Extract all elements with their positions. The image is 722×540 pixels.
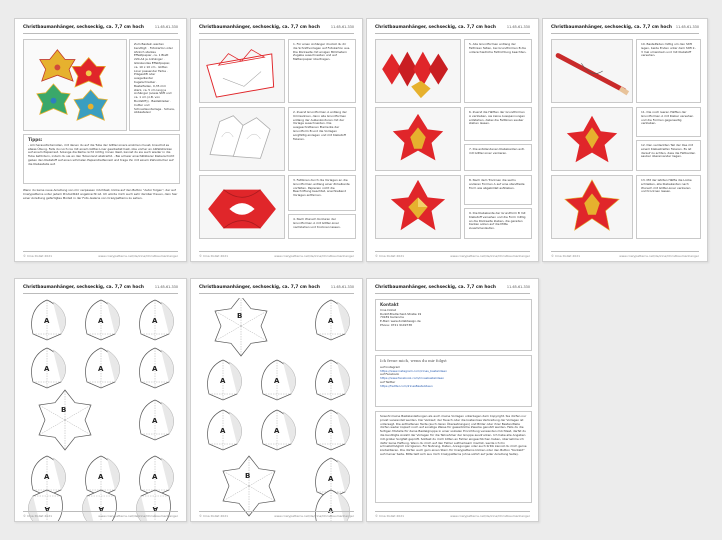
template-piece-a	[208, 360, 242, 400]
step-1-box	[288, 39, 356, 103]
page-footer	[23, 511, 178, 517]
template-piece-b	[223, 456, 275, 516]
template-piece-a	[32, 456, 66, 496]
contact-email: E-Mail: www.dollatdesign.de	[380, 319, 421, 324]
step-3-text: 3. Faltlinien durch die Vorlagen an die Grundformen entlang einer Zirkelkante vorfalten. Papierein nicht die Beschriftung beachtet, anschließend Vorlagen entfernen.	[293, 178, 350, 198]
contact-city: 79189 Karlsruhe	[380, 315, 404, 320]
page-header	[23, 285, 178, 294]
step-10-box	[636, 39, 701, 103]
step-12-box	[636, 140, 701, 171]
template-label-a: A	[44, 317, 50, 325]
half-assembled-image	[376, 108, 460, 170]
footer-copyright: © Irina Dollat 2021	[199, 253, 229, 258]
step-6-box	[464, 107, 532, 141]
doc-title: Christbaumanhänger, sechseckig, ca. 7,7 cm hoch	[23, 25, 144, 30]
template-label-a: A	[44, 505, 50, 513]
template-label-a: A	[274, 377, 280, 385]
template-label-a: A	[44, 473, 50, 481]
step-13-box	[636, 175, 701, 239]
photo-step-8	[375, 175, 461, 239]
page-footer	[199, 511, 354, 517]
footer-copyright: © Irina Dollat 2021	[199, 513, 229, 518]
template-piece-a	[86, 300, 120, 340]
contact-phone: Phone: 0721 9149738	[380, 322, 412, 327]
page-header	[199, 25, 354, 34]
red-fold-image	[200, 176, 284, 238]
page-footer	[23, 251, 178, 257]
step-4-text: 4. Nach Wunsch Konturen der Grundformen A mit Glitter-Liner nachziehen und trocknen lassen.	[293, 217, 341, 229]
doc-code: 11-65-61-330	[154, 285, 178, 289]
footer-url: www.crazypatterns.net/de/irina/Christbaumanhanger	[450, 253, 530, 258]
photo-step-6	[375, 107, 461, 171]
materials-text: Zum Basteln werden benötigt: · Fotokarton oder ähnlich starkes Effektpapier, ca. 1 Blatt 220-A4 je Anhänger · Glänzendes Effektpapier, ca. 10 x 10 cm · Glitter-Liner passender Farbe · Prägestift oder ausgedienter Kugelschreiber · Bastelfaden, 0,35 mm stark, ca. 5 cm lang je Anhänger (sowie Stift und ca. 1 cm (z.B. von Buntstift)) · Bastelkleber · Cutter und Schneideunterlage · Schere, Abbastelsor	[134, 42, 175, 115]
step-6-text: 6. Zuerst die Hälften der Grundformen A verkleben, sie keine Ausspannungen entstehen, dabei die Faltlinien sauber stehen lassen.	[469, 110, 526, 126]
step-7-box	[464, 144, 532, 171]
doc-code: 11-65-61-330	[330, 285, 354, 289]
page-4	[542, 18, 708, 262]
follow-note: Wenn du keine neue Anleitung von mir verpassen möchtest, klicke auf den Button "Autor folgen", der auf Crazypatterns unter jedem Produktbild angebracht ist. Ich würde mich auch sehr darüber freuen, dein hier einer Anleitung gefertigtes Modell in der Foto-Galerie von Crazypatterns zu sehen.	[23, 188, 178, 200]
step-9-text: 9. Die Klebekante der Grundform B mit Klebstoff versehen und die Form mittig an die Rückseite kleben, die geraden Kanten sollen auf die Mitte zusammenlaufen.	[469, 211, 526, 231]
template-label-a: A	[328, 475, 334, 483]
footer-copyright: © Irina Dollat 2021	[375, 253, 405, 258]
footer-url: www.crazypatterns.net/de/irina/Christbaumanhanger	[274, 253, 354, 258]
social-heading: Ich freue mich, wenn du mir folgst	[380, 358, 447, 363]
legal-box	[375, 411, 532, 503]
page-3	[366, 18, 539, 262]
footer-url: www.crazypatterns.net/de/irina/Christbaumanhanger	[274, 513, 354, 518]
footer-url: www.crazypatterns.net/de/irina/Christbaumanhanger	[619, 253, 699, 258]
template-piece-a	[316, 300, 350, 340]
template-shapes	[25, 298, 178, 522]
page-header	[199, 285, 354, 294]
tips-box	[23, 134, 180, 184]
step-5-text: 5. Alle Grundformen entlang der Faltlinien falten, bei Grundformen B die unterschiedliche Faltrichtung beachten.	[469, 42, 527, 54]
template-label-b: B	[237, 312, 243, 320]
twitter-link[interactable]: https://twitter.com/IrinasBastelideen	[380, 383, 433, 388]
doc-title: Christbaumanhänger, sechseckig, ca. 7,7 cm hoch	[199, 25, 320, 30]
page-1	[14, 18, 187, 262]
contact-name: Irina Dollat	[380, 307, 396, 312]
step-11-text: 11. Die noch leeren Hälften der Grundformen A mit Kleber versehen und die Formen gegenseitig verkleben.	[641, 110, 694, 126]
template-label-a: A	[152, 505, 158, 513]
doc-code: 11-65-61-330	[154, 25, 178, 29]
photo-step-5	[375, 39, 461, 103]
step-12-text: 12. Den verdeckten Teil der Ose mit einem Klebestreifen fixieren. Es ist darauf zu achten, dass die Faltkanten sauber übereinander liegen.	[641, 143, 696, 159]
page-footer	[375, 511, 530, 517]
template-piece-a	[316, 410, 350, 450]
template-piece-a	[140, 348, 174, 388]
step-9-box	[464, 208, 532, 239]
page-header	[551, 25, 699, 34]
template-piece-b	[215, 298, 267, 356]
template-piece-a	[140, 400, 174, 440]
tips-heading: Tipps:	[28, 137, 43, 142]
step-4-box	[288, 214, 356, 239]
materials-box	[129, 39, 180, 131]
facebook-label: auf Facebook	[380, 372, 400, 377]
ornaments-image	[24, 40, 126, 130]
template-label-a: A	[328, 377, 334, 385]
template-label-a: A	[152, 473, 158, 481]
template-label-b: B	[245, 472, 251, 480]
step-11-box	[636, 107, 701, 137]
template-label-a: A	[328, 317, 334, 325]
open-star-image	[552, 108, 632, 170]
footer-copyright: © Irina Dollat 2021	[23, 253, 53, 258]
template-label-a: A	[274, 427, 280, 435]
page-footer	[551, 251, 699, 257]
doc-code: 11-65-61-330	[506, 25, 530, 29]
template-piece-a	[140, 300, 174, 340]
folded-red-parts-image	[376, 40, 460, 102]
twitter-label: auf Twitter	[380, 379, 396, 384]
page-footer	[199, 251, 354, 257]
template-piece-b	[39, 390, 91, 450]
template-piece-a	[262, 410, 296, 450]
step-1-text: 1. Für einen Anhänger druckst du dir die Schnittvorlagen auf Fotokarton aus. Die Rückseite mit einigen Millimetern Zugabe ausschneiden und auf Mattenpapier übertragen.	[293, 42, 351, 62]
doc-title: Christbaumanhänger, sechseckig, ca. 7,7 cm hoch	[23, 285, 144, 290]
template-label-a: A	[98, 317, 104, 325]
white-cutouts-image	[200, 108, 284, 170]
step-2-box	[288, 107, 356, 171]
step-8-text: 8. Nach dem Trocknen die sechs anderen Formen A auf eine standfeste Form wie abgebildet aufkleben.	[469, 178, 525, 190]
template-label-a: A	[98, 365, 104, 373]
footer-url: www.crazypatterns.net/de/irina/Christbaumanhanger	[98, 513, 178, 518]
instagram-link[interactable]: https://www.instagram.com/irinas_bastelideen	[380, 368, 448, 373]
step-10-text: 10. Bastelfaden mittig um den Stift legen, beide Enden unter dem Stift 2–3 mal umwickeln und mit Klebstoff versehen.	[641, 42, 696, 58]
step-5-box	[464, 39, 532, 103]
template-label-a: A	[220, 427, 226, 435]
footer-copyright: © Irina Dollat 2021	[23, 513, 53, 518]
facebook-link[interactable]: https://www.facebook.com/irinasbastelideen	[380, 376, 445, 381]
step-7-text: 7. Die entstandenen Klebekanten evtl. mit Glitter-Liner verzieren.	[469, 147, 525, 155]
template-piece-a	[86, 348, 120, 388]
star-back-image	[376, 176, 460, 238]
doc-title: Christbaumanhänger, sechseckig, ca. 7,7 cm hoch	[375, 285, 496, 290]
step-8-box	[464, 175, 532, 205]
photo-step-3	[199, 175, 285, 239]
page-header	[23, 25, 178, 34]
page-2	[190, 18, 363, 262]
doc-code: 11-65-61-330	[506, 285, 530, 289]
footer-url: www.crazypatterns.net/de/irina/Christbaumanhanger	[450, 513, 530, 518]
page-6-template	[190, 278, 363, 522]
photo-step-2	[199, 107, 285, 171]
doc-title: Christbaumanhänger, sechseckig, ca. 7,7 cm hoch	[551, 25, 672, 30]
finished-star-image	[552, 176, 632, 238]
page-5-template	[14, 278, 187, 522]
template-piece-a	[32, 300, 66, 340]
step-2-text: 2. Zuerst Grundformen A entlang der Umrisslinien, dann alle Grundformen entlang der Außenkonturen mit der Vorlage ausschneiden. Die ausgeschnittenen Elemente der Grundform B und die Vorlagen sorgfältig einlegen und mit Klebstoff fixieren.	[293, 110, 347, 141]
template-label-a: A	[152, 417, 158, 425]
template-label-a: A	[328, 427, 334, 435]
doc-code: 11-65-61-330	[330, 25, 354, 29]
footer-copyright: © Irina Dollat 2021	[551, 253, 581, 258]
template-label-b: B	[61, 406, 67, 414]
photo-step-1	[199, 39, 285, 103]
photo-step-13	[551, 175, 633, 239]
tips-text: - Am herausfordernsten, mit denen du auf die Tube der Glitter-Liners einzmen musst, brauchst es etwas Übung. Falls du noch nie mit einem Glitter-Liner gearbeitet hast, übe vorher an Abfallstücken auf einem Papierrest. Solange die Reihe nicht richtig rinnen lässt, kannst du sie auch wieder in die Tube befördern, indem du sie an den Tubenrand abstreifst. - Bei schwer einschätzbarer Kleberschicht geben den Klebstoff auf einen schmalen Papierstreifenrest und trage ihn mit einem Zahnstocher auf die Klebestelle auf.	[28, 142, 175, 166]
photo-step-11	[551, 107, 633, 171]
template-piece-a	[86, 456, 120, 496]
page-7-contact	[366, 278, 539, 522]
template-piece-a	[140, 456, 174, 496]
template-label-a: A	[44, 365, 50, 373]
contact-street: Rudolf-Breitscheid-Straße 19	[380, 311, 422, 316]
pencil-thread-image	[552, 40, 632, 102]
doc-code: 11-65-61-330	[675, 25, 699, 29]
social-box	[375, 355, 532, 407]
template-shapes	[201, 298, 354, 522]
template-piece-a	[316, 360, 350, 400]
page-header	[375, 25, 530, 34]
template-label-a: A	[98, 505, 104, 513]
photo-step-10	[551, 39, 633, 103]
instagram-label: auf Instagram	[380, 364, 401, 369]
doc-title: Christbaumanhänger, sechseckig, ca. 7,7 cm hoch	[375, 25, 496, 30]
contact-box	[375, 299, 532, 351]
template-piece-a	[32, 348, 66, 388]
step-3-box	[288, 175, 356, 211]
template-label-a: A	[152, 365, 158, 373]
template-piece-a	[262, 360, 296, 400]
footer-copyright: © Irina Dollat 2021	[375, 513, 405, 518]
template-piece-a	[208, 410, 242, 450]
photo-finished-ornaments	[23, 39, 127, 131]
doc-title: Christbaumanhänger, sechseckig, ca. 7,7 cm hoch	[199, 285, 320, 290]
page-footer	[375, 251, 530, 257]
step-13-text: 13. Mit der letzten Hälfte die Lücke schließen, alle Klebekanten nach Wunsch mit Glitter-Liner verzieren und trocknen lassen.	[641, 178, 692, 194]
template-label-a: A	[98, 473, 104, 481]
template-sheet-image	[200, 40, 284, 102]
template-label-a: A	[152, 317, 158, 325]
template-label-a: A	[328, 507, 334, 515]
page-header	[375, 285, 530, 294]
template-label-a: A	[220, 377, 226, 385]
contact-heading: Kontakt	[380, 302, 399, 307]
legal-text: Sowohl meine Bastelanleitungen als auch meine Vorlagen unterliegen dem Copyright. Sie dürfen nur privat verwendet werden. Der Verkauf, der Tausch oder die kostenlose Verbreitung der Vorlagen ist untersagt. Die enthaltenen Texte (auch deren Übersetzungen) und Bilder oder ihrer Bestandteile dürfen weder kopiert noch auf sonstige Weise für gewerbliche Zwecke genutzt werden. Falls du die fertigen Modelle für deine Bastelgruppe in einer sozialen Einrichtung verwenden möchtest, darfst du die benötigte Anzahl der Vorlagen für die Teilnehmer der Gruppe ausdrucken. Ich habe alle Angaben mit großer Sorgfalt geprüft. Solltest du mich bitten an Fehler eingeschlichen haben, übernehme ich dafür keine Haftung. Wenn du mich auf den Fehler aufmerksam machst, werde ich ihn schnellstmöglich korrigieren. Für Nutzung, Daten, Anregungen oder auch Kritik kannst du mich gerne kontaktieren. Die dürfen auch gern einen Stern für Crazypatterns klicken oder den Button "Kontakt" auf meiner Seite. Bitte teilt sich aus mich Crazypatterns (ohne sofort auf jeder Anleitung Seite).	[380, 414, 527, 456]
footer-url: www.crazypatterns.net/de/irina/Christbaumanhanger	[98, 253, 178, 258]
